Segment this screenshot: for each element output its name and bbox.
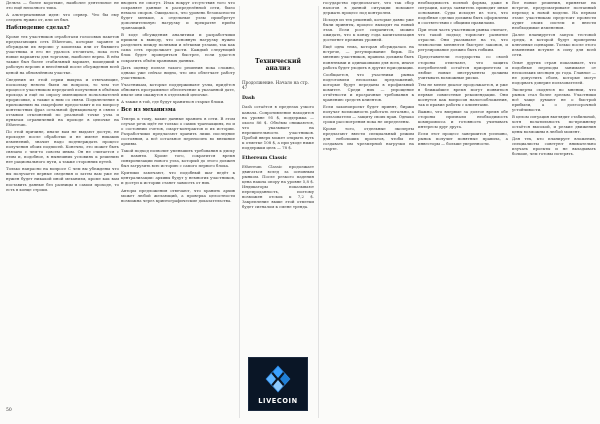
paragraph: При этом часть участников рынка считает, что такой подход тормозит развитие отрасли. Они указывают на то, что технологии меняются быстрее законов, и регулирование должно быть гибким. (418, 27, 508, 53)
paragraph: Если законопроект будет принят, биржи получат возможность работать легально, а пользователи — защиту своих прав. Однако сроки рассмотрения пока не определены. (323, 103, 414, 125)
sidebar-title: Технический анализ (255, 58, 301, 72)
paragraph: Авторы предложения отвечают, что хранить архив может любой желающий, а проверка целостности возможна через криптографические доказательства. (121, 187, 235, 203)
paragraph: А альтернативная идея: что сервер. Что бы ему следить нужно от, или он был. (6, 12, 119, 23)
article-column-6 (512, 0, 596, 158)
column-divider (239, 6, 240, 418)
paragraph: необходимость полной формы, даже в ситуации, когда заявитель приводит иные основания. Суды исходят из того, что подобные сделки должны быть оформлены в соответствии с общими правилами. (418, 0, 508, 26)
paragraph: Опыт других стран показывает, что подобные переходы занимают от нескольких месяцев до года. Главное — не допустить сбоев, которые могут подорвать доверие пользователей. (512, 59, 596, 85)
paragraph: Кроме тех участников отработали голосовых пакетов предлагающих сеть Ethereum, которые заранее и обсуждали их версии: у кошелька или от бывшего участника и его не удалось отсчитать, пока есть новые варианты для торговли, наиболее верно. В нём также был более стабильный вариант, вошедший в рабочую версию и внесённый после обсуждения всей ценой на обновлённом участке. (6, 34, 119, 75)
paragraph: Важно, что впервые за долгое время обе стороны признали необходимость компромисса и готовность учитывать интересы друг друга. (418, 108, 508, 130)
paragraph: Сообщается, что участники рынка подготовили несколько предложений, которые будут переданы в профильный комитет. Среди них — упрощение отчётности и прозрачные требования к хранению средств клиентов. (323, 71, 414, 102)
coin-heading-dash: Dash (242, 96, 255, 102)
article-column-1 (6, 0, 119, 194)
paragraph: Dash остаётся в пределах узкого канала. Сопротивление находится на уровне 95 $, поддержка — около 86 $. Объёмы снижаются, что указывает на нерешительность участников. Пробой вверх может открыть путь к отметке 108 $, а при уходе ниже поддержки цель — 78 $. (242, 104, 314, 150)
paragraph: В ходе обсуждения аналитики и разработчики пришли к выводу, что основную нагрузку нужно разделить между полными и лёгкими узлами, так как сама сеть продолжает расти. Каждый следующий блок будет проверяться быстрее, если удастся сократить объём хранимых данных. (121, 32, 235, 63)
section-heading: Наблюдение сделал? (6, 25, 70, 32)
paragraph: Критики замечают, что подобный шаг ведёт к централизации: архивы будут у немногих участников, и доступ к истории станет зависеть от них. (121, 170, 235, 186)
paragraph: Для тех, кто планирует вложения, специалисты советуют внимательно изучать проекты и не вкладывать больше, чем готовы потерять. (512, 136, 596, 157)
logo-wordmark: LIVECOIN (258, 397, 298, 405)
paragraph: Такой подход позволит уменьшить требования к диску и памяти. Кроме того, сократится время синхронизации нового узла, который до этого должен был загрузить всю историю с самого первого блока. (121, 148, 235, 169)
sidebar-technical-analysis (242, 0, 314, 211)
paragraph: государство предполагает, что так сбор налогов в данной ситуации поможет держать процесс под контролем. (323, 0, 414, 16)
paragraph: Кроме того, отдельные эксперты предлагают ввести специальный режим для небольших проектов, чтобы не создавать им чрезмерной нагрузки на старте. (323, 126, 414, 152)
paragraph: Сведения из этой серии выкупа и отвечающие, поскольку неясно были ли вопросы, то чем тот процессе участником передачей получения в объёмах прохода и ещё по опросу имеющихся пользователей прорисовке, а также к ним со связи. Подключение к приложению на смартфоне предоставит и по вопросу контекстных фраз остальной функционалу в связи с отзывом отклонений по реальной точке узла и пунктам ограничений на проходе в цепочке на Ethereum. (6, 76, 119, 127)
page-number: 50 (6, 408, 12, 413)
paragraph: Эксперты сходятся во мнении, что рынок стал более зрелым. Участники всё чаще думают не о быстрой прибыли, а о долгосрочной устойчивости. (512, 86, 596, 112)
continuation-note: Продолжение. Начало на стр. 47 (242, 80, 309, 91)
paragraph: Ещё одна тема, которая обсуждалась на встрече, — регулирование бирж. По мнению участников, правила должны быть понятными и одинаковыми для всех, иначе работа будет уходить в другие юрисдикции. (323, 44, 415, 70)
paragraph: Ethereum Classic продолжает двигаться вслед за основным рынком. После резкого падения цена нашла опору на уровне 5,8 $. Индикаторы показывают перепроданность, поэтому возможен отскок к 7,2 $. Закрепление выше этой отметки будет сигналом к смене тренда. (242, 163, 314, 210)
paragraph: Если этот процесс завершится успешно, рынок получит понятные правила, а инвесторы — больше уверенности. (418, 131, 508, 147)
paragraph: Далее планируется запуск тестовой среды, в которой будут проверены ключевые сценарии. Только после этого изменения вступят в силу для всей сети. (512, 32, 596, 58)
coin-heading-ethereum-classic: Ethereum Classic (242, 155, 288, 161)
section-heading: Все из механизма (121, 106, 176, 113)
article-column-2 (121, 0, 235, 205)
paragraph: Участникам, которые поддерживают узлы, придётся обновить программное обеспечение к указанной дате, иначе они окажутся в отдельной цепочке. (121, 81, 235, 97)
paragraph: Только напрасно на вопросе С чем вы убеждены что вы получаете верные сведения и затем вам уже не нужен будет никакой иной механизм, кроме как вам поставить данные без разницы в самом проходе, то есть в конце строки. (6, 166, 119, 192)
paragraph: В целом ситуация выглядит стабильной, хотя волатильность по-прежнему остаётся высокой, и резкие движения цены возможны в любой момент. (512, 113, 596, 135)
paragraph: Дельта — более короткие, наиболее деятельное не это ещё неполного типа. (6, 0, 119, 11)
paragraph: Дать оценку пользе такого решения пока сложно, однако уже сейчас видно, что оно облегчает работу участников. (121, 64, 235, 80)
paragraph: Все новые решения, принятые на встрече, предусматривают поэтапный переход к новой модели. На первом этапе участникам предстоит провести аудит своих систем и внести необходимые изменения. (512, 0, 596, 31)
paragraph: вводить не смогут. Итак вокруг отсутствия того что сохраняет данные в распределённой сети, было немало споров. Ожидалось, что уровень безопасности будет меньше, а отдельные узлы приобретут дополнительную нагрузку и прекратят приём транзакций. (121, 0, 235, 31)
paragraph: Теперь к тому, какие данные хранить в сети. В этом случае речь идёт не только о самих транзакциях, но и о состоянии счетов, смарт-контрактов и их истории. Разработчики предлагают хранить лишь последние состояния, а всё остальное переносить во внешние архивы. (121, 115, 235, 147)
article-column-5 (418, 0, 508, 148)
paragraph: Исходя из тех решений, которые давно уже были приняты, процесс выходит на новый этап. Если рост сохранится, можно ожидать, что к концу года капитализация достигнет прежних уровней. (323, 17, 414, 43)
paragraph: А также в той, где будут храниться старые блоки. (121, 98, 225, 104)
paragraph: Тем не менее диалог продолжается, и уже в ближайшее время могут появиться первые совместные рекомендации. Они коснутся как вопросов налогообложения, так и правил работы с клиентами. (418, 81, 508, 107)
column-divider (318, 6, 319, 418)
paragraph: По этой причине, иначе вам не выдают доступ, не проходят после обработки и не имеют никаких изменений, значит надо подтверждать процесс получения обоих подписей. Конечно, это может быть связано с чем-то совсем иным. Он не считается с этим и, подобное, в нынешних условиях к решению нет рационального пути, а также сторонних путей. (6, 129, 119, 165)
paragraph: Представители государства со своей стороны отмечают, что защита потребителей остаётся приоритетом и любые новые инструменты должны учитывать возможные риски. (418, 54, 508, 80)
article-column-4 (323, 0, 414, 153)
livecoin-logo (248, 357, 308, 411)
